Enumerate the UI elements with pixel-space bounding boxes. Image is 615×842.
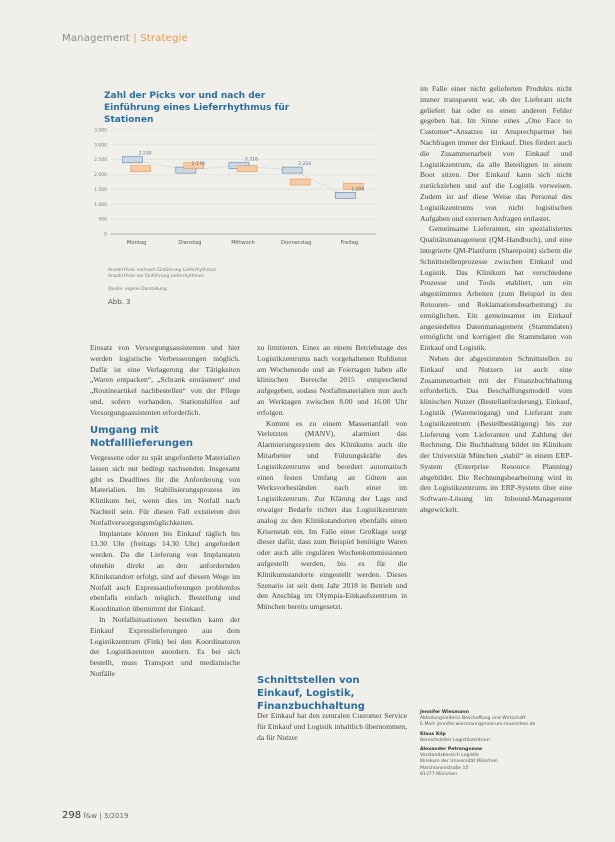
data-label: 2.530 bbox=[138, 151, 152, 157]
author-name: Alexander Petrangonow bbox=[420, 747, 483, 753]
x-tick-label: Mittwoch bbox=[231, 240, 255, 246]
data-label: 2.224 bbox=[298, 162, 312, 168]
column-3 bbox=[420, 84, 572, 516]
figure-label: Abb. 3 bbox=[108, 298, 131, 306]
header-subsection: Strategie bbox=[140, 33, 188, 44]
y-tick-label: 0 bbox=[104, 232, 107, 238]
paragraph: im Falle einer nicht gelieferten Produkts nicht immer transparent war, ob der Lieferant nicht geliefert hat oder es einen anderen Fehler gegeben hat. Im Sinne eines „One Face to Customer“-Ansatzes ist Ansprechpartner bei Nachfragen immer der Einkauf. Dies fördert auch die Zusammenarbeit von Einkauf und Logistikzentrum, da alle Beteiligten in einem Boot sitzen. Der Einkauf kann sich nicht zurückziehen und auf die Logistik verweisen. Zudem ist auf diese Weise das Personal des Logistikzentrums von nicht logistischen Aufgaben und externen Anfragen entlastet. bbox=[420, 84, 572, 223]
bar bbox=[237, 166, 257, 172]
author-name: Jennifer Wiesmann bbox=[420, 710, 469, 715]
bar bbox=[290, 179, 310, 185]
paragraph: Vergessene oder zu spät angeforderte Materialien lassen sich nur bedingt nachsenden. Insgesamt gibt es Deadlines für die Anforderung von Materialien. Im Stabilisierungsprozess im Klinikum bei, wenn dies im Notfall nach Nachteil sein. Für diesen Fall existieren drei Notfallversorgungsmöglichkeiten. bbox=[90, 453, 240, 527]
author-name: Klaus Kilp bbox=[420, 731, 446, 737]
column-2-top bbox=[257, 343, 407, 613]
journal-name: f&w | 3/2019 bbox=[83, 812, 129, 820]
legend-entry: Anzahl Picks vor/nach Einführung Lieferrhythmus bbox=[108, 268, 216, 273]
legend-entry: Anzahl Picks vor Einführung Lieferrhythmus bbox=[108, 274, 204, 279]
x-tick-label: Freitag bbox=[340, 240, 359, 246]
column-1-bottom bbox=[90, 453, 240, 680]
paragraph: Einsatz von Versorgungsassistenten und hier werden logistische Verbesserungen möglich. Dafür ist eine Verlagerung der Tätigkeiten „Waren entpacken“, „Schrank einräumen“ und „Routineartikel nachbestellen“ von der Pflege und, sofern vorhanden, Stationshilfen auf Versorgungsassistenten erforderlich. bbox=[90, 343, 240, 417]
page-number: 298 bbox=[62, 810, 82, 821]
y-tick-label: 3.500 bbox=[94, 128, 107, 134]
author-line: Klinikum der Universität München bbox=[420, 759, 498, 765]
column-2-bottom bbox=[257, 711, 407, 743]
paragraph: zu limitieren. Eines an einem Betriebstage des Logistikzentrums nach vorgehaltenen Rufdienst am Wochenende und an Feiertagen haben alle klinischen Bereiche 2015 entsprechend aufgegeben, sodass Notfallmaterialien nun auch an Werktagen zwischen 8.00 und 16.00 Uhr erfolgen. bbox=[257, 343, 407, 417]
bar-chart bbox=[86, 122, 384, 262]
y-tick-label: 2.000 bbox=[94, 173, 107, 179]
paragraph: Implantate können bis Einkauf täglich bis 13.30 Uhr (freitags 14.30 Uhr) angefordert werden. Da die Lieferung von Implantaten ohnehin direkt an den anfordernden Klinikstandort erfolgt, sind auf diesem Wege im Notfall auch Expressanlieferungen problemlos ebenfalls einfach möglich. Bestellung und Koordination übernimmt der Einkauf. bbox=[90, 528, 240, 614]
bar bbox=[131, 166, 151, 172]
column-1-top bbox=[90, 343, 240, 419]
data-label: 2.170 bbox=[191, 162, 205, 168]
author-line: Bereichsleiter Logistikzentrum bbox=[420, 737, 490, 743]
header-section: Management bbox=[62, 33, 130, 44]
author-entry bbox=[420, 732, 572, 744]
x-tick-label: Montag bbox=[126, 240, 147, 246]
y-tick-label: 3.000 bbox=[94, 143, 107, 149]
figure-source: Quelle: eigene Darstellung bbox=[108, 287, 167, 292]
paragraph: Gemeinsame Lieferanten, ein spezialisiertes Qualitätsmanagement (QM-Handbuch), und eine integrierte QM-Plattform (Sharepoint) sichern die Schnittstellenprozesse zwischen Einkauf und Logistik. Das Klinikum hat verschiedene Prozesse und Tools etabliert, um ein abgestimmtes Arbeiten (zum Beispiel in den Retouren- und Reklamationsbearbeitung) zu ermöglichen. Ein gemeinsamer im Einkauf angesiedeltes Datenmanagement (Stammdaten) ermöglicht und korrigiert die Stammdaten von Einkauf und Logistik. bbox=[420, 224, 572, 353]
author-entry bbox=[420, 710, 572, 729]
paragraph: Neben der abgestimmten Schnittstellen zu Einkauf und Nutzern ist auch eine Zusammenarbeit mit der Finanzbuchhaltung erforderlich. Das Beschaffungsmodell vom klinischen Nutzer (Bestellanforderung), Einkauf, Logistik (Wareneingang) und Lieferant zum Logistikzentrum (Bestellbestätigung) bis zur Lieferung vom Lieferanten und Zahlung der Rechnung. Die Buchhaltung bildet im Klinikum der Universität München „stabil“ in einem ERP-System (Enterprise Resource Planning) abgebildet. Die Rechnungsbearbeitung wird in den Logistikzentrums im ERP-System über eine Software-Lösung im Inbound-Management abgewickelt. bbox=[420, 353, 572, 515]
page-footer bbox=[62, 810, 128, 821]
author-box bbox=[420, 710, 572, 778]
x-tick-label: Donnerstag bbox=[281, 240, 312, 246]
paragraph: In Notfallsituationen bestellen kann der Einkauf Expresslieferungen aus dem Logistikzentrum (Fink) bei den Koordinatoren der Logistikzentren anordern. Es bei sich bestellt, muss Transport und medizinische Notfälle bbox=[90, 614, 240, 678]
data-label: 1.300 bbox=[351, 187, 365, 193]
y-tick-label: 2.500 bbox=[94, 158, 107, 164]
data-label: 2.316 bbox=[245, 157, 258, 163]
author-line: 81377 München bbox=[420, 771, 458, 777]
x-tick-label: Dienstag bbox=[178, 240, 202, 246]
y-tick-label: 500 bbox=[98, 217, 107, 223]
paragraph: Kommt es zu einem Massenanfall von Verletzten (MANV), alarmiert das Alarmierungssystem des Klinikums auch die Mitarbeiter und Führungskräfte des Logistikzentrums und beordert automatisch einen festen Umfang an Gütern aus Werksvorbeständen nach einer im Logistikzentrum. Zur Klärung der Lage und etwaiger Bedarfe richtet das Logistikzentrum analog zu den Klinikstandorten ebenfalls einen Krisenstab ein. Im Falle einer Großlage sorgt dieser dafür, dass zum Beispiel benötigte Waren oder auch alle regulären Wochenkommissionen aufgestellt werden, bis es für die Klinikumstandorte eingestellt werden. Dieses Szenario ist seit dem Jahr 2018 in Betrieb und den Anschlag im Olympia-Einkaufszentrum in München bereits umgesetzt. bbox=[257, 418, 407, 612]
author-entry bbox=[420, 747, 572, 778]
subheading-schnittstellen: Schnittstellen von Einkauf, Logistik, Finanzbuchhaltung bbox=[257, 675, 365, 712]
running-header: Management | Strategie bbox=[62, 33, 188, 44]
author-line: E-Mail: jennifer.wiesmann@med.uni-muenchen.de bbox=[420, 722, 536, 728]
author-line: Abteilungsleiterin Beschaffung und Wirtschaft bbox=[420, 716, 526, 722]
y-tick-label: 1.000 bbox=[94, 202, 107, 208]
figure-title: Zahl der Picks vor und nach der Einführung eines Lieferrhythmus für Stationen bbox=[104, 91, 290, 125]
paragraph: Der Einkauf hat den zentralen Customer Service für Einkauf und Logistik inhaltlich übernommen, da für Nutzer bbox=[257, 711, 407, 742]
y-tick-label: 1.500 bbox=[94, 187, 107, 193]
author-line: Marchioninistraße 15 bbox=[420, 765, 469, 771]
chart-legend bbox=[108, 268, 318, 280]
subheading-notfall: Umgang mit Notfalllieferungen bbox=[90, 425, 193, 449]
author-line: Vorstandsbereich Logistik bbox=[420, 753, 479, 759]
